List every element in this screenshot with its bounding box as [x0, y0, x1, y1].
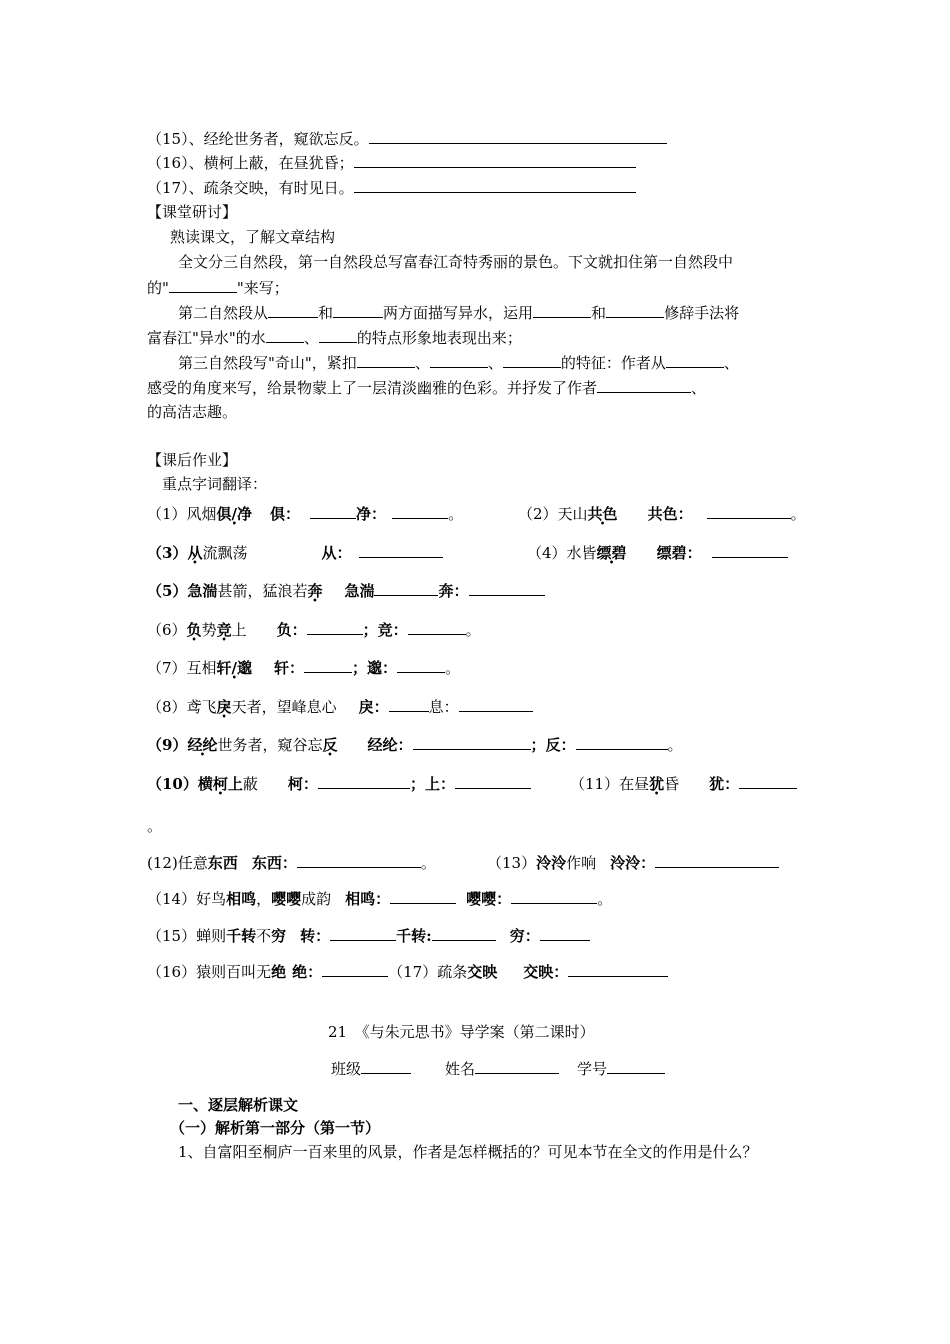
- text: （1）风烟: [147, 505, 217, 523]
- label: 相鸣：: [345, 890, 391, 908]
- key-word: 轩/邈 •: [217, 659, 252, 677]
- answer-blank[interactable]: [374, 580, 438, 596]
- label: 俱：: [270, 505, 301, 523]
- text: （15）蝉则: [147, 927, 227, 945]
- answer-blank[interactable]: [459, 696, 533, 712]
- answer-blank[interactable]: [413, 734, 531, 750]
- text: 的特点形象地表现出来；: [356, 329, 522, 347]
- text: (12)任意: [147, 854, 208, 872]
- label: 负：: [276, 621, 307, 639]
- hw-row-7: [147, 657, 460, 678]
- answer-blank[interactable]: [576, 734, 668, 750]
- item-text: （16）、横柯上蔽，在昼犹昏；: [147, 154, 354, 172]
- label: 交映：: [523, 963, 569, 981]
- study-p2: [178, 302, 739, 323]
- text: 。: [445, 659, 461, 677]
- text: 世务者，窥谷忘: [217, 736, 323, 754]
- key-word: 穷: [271, 927, 287, 945]
- answer-blank[interactable]: [333, 302, 383, 318]
- answer-blank[interactable]: [666, 352, 724, 368]
- text: 甚箭，猛浪若: [217, 582, 308, 600]
- text: 第三自然段写"奇山"，紧扣: [178, 354, 357, 372]
- key-word: 反: [322, 736, 338, 754]
- label: 从：: [321, 544, 352, 562]
- key-word: 俱/净 •: [217, 505, 252, 523]
- label: ；竞：: [362, 621, 408, 639]
- answer-blank[interactable]: [297, 852, 421, 868]
- key-word: 千转: [226, 927, 257, 945]
- key-word: 共色: [587, 505, 618, 523]
- answer-blank[interactable]: [319, 327, 357, 343]
- name-label: 姓名: [445, 1060, 476, 1078]
- hw-row-16: [147, 961, 668, 982]
- text: 。: [465, 621, 481, 639]
- text: 、: [414, 354, 430, 372]
- answer-blank[interactable]: [432, 925, 496, 941]
- number-label: 学号: [577, 1060, 608, 1078]
- text: 成韵: [301, 890, 332, 908]
- text: （10）横: [147, 775, 213, 793]
- label: ；上：: [409, 775, 455, 793]
- label: 缥碧：: [656, 544, 702, 562]
- name-field[interactable]: [475, 1058, 559, 1074]
- text: 上: [231, 621, 247, 639]
- text: （7）互相: [147, 659, 217, 677]
- key-word: 缥碧: [596, 544, 627, 562]
- prev-item-17: [147, 177, 636, 198]
- key-word: 犹: [649, 775, 665, 793]
- hw-row-15: [147, 925, 590, 946]
- answer-blank[interactable]: [389, 696, 429, 712]
- text: 修辞手法将: [664, 304, 740, 322]
- answer-blank[interactable]: [268, 302, 318, 318]
- prev-item-15: [147, 128, 667, 149]
- study-heading: 【课堂研讨】: [147, 203, 238, 221]
- answer-blank[interactable]: [430, 352, 488, 368]
- text: （4）水皆: [527, 544, 597, 562]
- prev-item-16: [147, 152, 636, 173]
- question-1: 1、自富阳至桐庐一百来里的风景，作者是怎样概括的？可见本节在全文的作用是什么？: [178, 1143, 758, 1161]
- subsection-heading: （一）解析第一部分（第一节）: [170, 1119, 381, 1137]
- text: 。: [420, 854, 436, 872]
- label: 戾：: [358, 698, 389, 716]
- answer-blank[interactable]: [322, 961, 388, 977]
- text: 和: [318, 304, 334, 322]
- label: 穷：: [509, 927, 540, 945]
- label: 共色：: [647, 505, 693, 523]
- hw-row-3: [147, 542, 443, 563]
- hw-row-2: [518, 503, 806, 524]
- answer-blank[interactable]: [307, 619, 363, 635]
- label: 千转:: [396, 927, 432, 945]
- student-info: [331, 1058, 665, 1079]
- text: 作响: [566, 854, 597, 872]
- answer-blank[interactable]: [304, 657, 352, 673]
- class-field[interactable]: [361, 1058, 411, 1074]
- key-word: 柯: [212, 775, 228, 793]
- text: （8）鸢飞: [147, 698, 217, 716]
- answer-blank[interactable]: [310, 503, 356, 519]
- class-label: 班级: [331, 1060, 362, 1078]
- text: （2）天山: [518, 505, 588, 523]
- text: 、: [303, 329, 319, 347]
- answer-blank[interactable]: [266, 327, 304, 343]
- key-word: 负: [186, 621, 202, 639]
- key-word: 相鸣: [226, 890, 257, 908]
- label: 经纶：: [367, 736, 413, 754]
- answer-blank[interactable]: [503, 352, 561, 368]
- hw-row-11: [570, 773, 797, 794]
- text: 天者，望峰息心: [231, 698, 337, 716]
- key-word: 从: [187, 544, 203, 562]
- text: （9）: [147, 736, 188, 754]
- study-p3c: 的高洁志趣。: [147, 403, 238, 421]
- hw-heading: 【课后作业】: [147, 451, 238, 469]
- answer-blank[interactable]: [408, 619, 466, 635]
- answer-blank[interactable]: [169, 277, 237, 293]
- label: 奔：: [438, 582, 469, 600]
- study-p1b: [147, 277, 289, 298]
- text: 。: [448, 505, 464, 523]
- label: 柯：: [287, 775, 318, 793]
- text: 。: [667, 736, 683, 754]
- answer-blank[interactable]: [712, 542, 788, 558]
- label: 净：: [356, 505, 387, 523]
- section-heading: 一、逐层解析课文: [178, 1096, 299, 1114]
- hw-row-5: [147, 580, 545, 601]
- label: 急湍: [344, 582, 375, 600]
- text: 两方面描写异水，运用: [383, 304, 534, 322]
- label: 绝：: [292, 963, 323, 981]
- text: （6）: [147, 621, 187, 639]
- text: 和: [591, 304, 607, 322]
- label: 嘤嘤：: [466, 890, 512, 908]
- text: 息：: [428, 698, 459, 716]
- key-word: 泠泠: [536, 854, 567, 872]
- hw-row-8: [147, 696, 533, 717]
- text: （13）: [487, 854, 537, 872]
- text: （14）好鸟: [147, 890, 227, 908]
- text: 、: [723, 354, 739, 372]
- study-intro: 熟读课文，了解文章结构: [170, 228, 336, 246]
- answer-blank[interactable]: [533, 302, 591, 318]
- label: ；邈：: [352, 659, 398, 677]
- key-word: （5）急湍: [147, 582, 218, 600]
- text: ，: [256, 890, 272, 908]
- answer-blank[interactable]: [354, 177, 636, 193]
- key-word: 嘤嘤: [271, 890, 302, 908]
- text: （16）猿则百叫无: [147, 963, 272, 981]
- answer-blank[interactable]: [511, 888, 597, 904]
- answer-blank[interactable]: [568, 961, 668, 977]
- answer-blank[interactable]: [606, 302, 664, 318]
- item-text: （17）、疏条交映，有时见日。: [147, 179, 354, 197]
- label: 犹：: [709, 775, 740, 793]
- answer-blank[interactable]: [455, 773, 531, 789]
- key-word: 竞: [216, 621, 232, 639]
- text: 第二自然段从: [178, 304, 269, 322]
- key-word: 东西: [207, 854, 238, 872]
- hw-row-14: [147, 888, 612, 909]
- study-p3b: [147, 377, 706, 398]
- text: 流飘荡: [202, 544, 248, 562]
- text: 。: [790, 505, 806, 523]
- key-word: 经纶: [187, 736, 218, 754]
- label: 轩：: [274, 659, 305, 677]
- text: （3）: [147, 544, 188, 562]
- text: 上: [227, 775, 243, 793]
- answer-blank[interactable]: [390, 888, 456, 904]
- hw-row-6: [147, 619, 481, 640]
- hw-row-10: [147, 773, 531, 794]
- key-word: 戾: [216, 698, 232, 716]
- answer-blank[interactable]: [655, 852, 779, 868]
- hw-row-4: [527, 542, 788, 563]
- answer-blank[interactable]: [597, 377, 691, 393]
- text: 富春江"异水"的水: [147, 329, 266, 347]
- text: 感受的角度来写，给景物蒙上了一层清淡幽雅的色彩。并抒发了作者: [147, 379, 598, 397]
- key-word: 奔: [307, 582, 323, 600]
- text: （11）在昼: [570, 775, 650, 793]
- number-field[interactable]: [607, 1058, 665, 1074]
- text: 不: [256, 927, 272, 945]
- answer-blank[interactable]: [397, 657, 445, 673]
- lesson-title: 21 《与朱元思书》导学案（第二课时）: [328, 1023, 595, 1041]
- study-p2b: [147, 327, 522, 348]
- answer-blank[interactable]: [359, 542, 443, 558]
- hw-row-12: [147, 852, 436, 873]
- text: "来写；: [236, 279, 289, 297]
- answer-blank[interactable]: [318, 773, 410, 789]
- text: 。: [597, 890, 613, 908]
- text: 昏: [664, 775, 680, 793]
- hw-row-1: [147, 503, 463, 524]
- text: （17）疏条: [388, 963, 468, 981]
- answer-blank[interactable]: [330, 925, 396, 941]
- hw-row-9: [147, 734, 683, 755]
- answer-blank[interactable]: [739, 773, 797, 789]
- item-text: （15）、经纶世务者，窥欲忘反。: [147, 130, 369, 148]
- key-word: 绝: [271, 963, 287, 981]
- answer-blank[interactable]: [369, 128, 667, 144]
- key-word: 交映: [467, 963, 498, 981]
- answer-blank[interactable]: [469, 580, 545, 596]
- label: 泠泠：: [610, 854, 656, 872]
- answer-blank[interactable]: [540, 925, 590, 941]
- text: 的特征：作者从: [560, 354, 666, 372]
- label: 东西：: [251, 854, 297, 872]
- answer-blank[interactable]: [357, 352, 415, 368]
- hw-row-10-tail: 。: [147, 817, 163, 835]
- study-p1a: 全文分三自然段，第一自然段总写富春江奇特秀丽的景色。下文就扣住第一自然段中: [178, 253, 734, 271]
- text: 势: [201, 621, 217, 639]
- label: ；反：: [530, 736, 576, 754]
- text: 、: [487, 354, 503, 372]
- answer-blank[interactable]: [354, 152, 636, 168]
- study-p3: [178, 352, 739, 373]
- hw-row-13: [487, 852, 779, 873]
- text: 、: [691, 379, 707, 397]
- text: 蔽: [242, 775, 258, 793]
- hw-intro: 重点字词翻译：: [162, 475, 268, 493]
- label: 转：: [300, 927, 331, 945]
- answer-blank[interactable]: [707, 503, 791, 519]
- text: 的": [147, 279, 169, 297]
- answer-blank[interactable]: [392, 503, 448, 519]
